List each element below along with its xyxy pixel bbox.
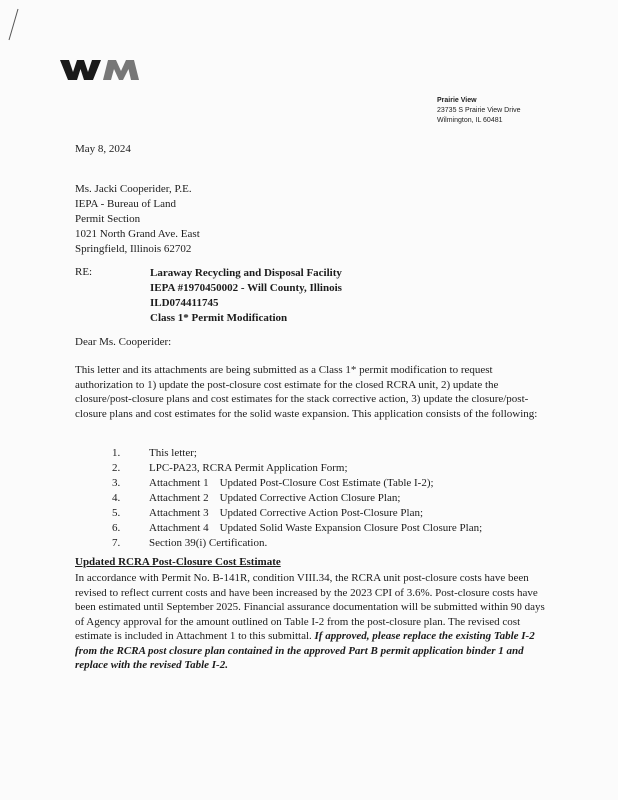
enclosure-number: 6.	[112, 522, 121, 534]
facility-address	[437, 96, 521, 126]
enclosure-text: Attachment 4 Updated Solid Waste Expansion Closure Post Closure Plan;	[149, 522, 483, 534]
enclosure-item	[112, 476, 482, 491]
enclosure-text: Section 39(i) Certification.	[149, 537, 268, 549]
re-line: ILD074411745	[150, 297, 219, 309]
section-paragraph	[75, 571, 545, 673]
address-line: 23735 S Prairie View Drive	[437, 107, 521, 114]
enclosure-number: 5.	[112, 507, 121, 519]
intro-paragraph: This letter and its attachments are being submitted as a Class 1* permit modification to request authorization to 1) update the post-closure cost estimate for the closed RCRA unit, 2) update the closure/post-closure plans and cost estimates for the stack corrective action, 3) update the closure/post-closure plans and cost estimates for the solid waste expansion. This application consists of the following:	[75, 364, 538, 420]
recipient-block	[75, 182, 200, 257]
address-line: Prairie View	[437, 97, 477, 104]
recipient-line: 1021 North Grand Ave. East	[75, 228, 200, 240]
enclosure-text: Attachment 3 Updated Corrective Action Post-Closure Plan;	[149, 507, 424, 519]
enclosure-text: This letter;	[149, 447, 197, 459]
enclosure-item	[112, 446, 482, 461]
enclosure-number: 1.	[112, 447, 121, 459]
section-body: In accordance with Permit No. B-141R, condition VIII.34, the RCRA unit post-closure costs have been revised to reflect current costs and have been increased by the 2023 CPI of 3.6%. Post-closure costs have been estimated until September 2025. Financial assurance documentation will be submitted within 90 days of Agency approval for the amount outlined on Table I-2 from the post-closure plan. The revised cost estimate is included in Attachment 1 to this submittal.	[75, 572, 545, 642]
enclosure-text: LPC-PA23, RCRA Permit Application Form;	[149, 462, 348, 474]
enclosure-number: 3.	[112, 477, 121, 489]
re-line: Class 1* Permit Modification	[150, 312, 288, 324]
address-line: Wilmington, IL 60481	[437, 117, 503, 124]
scan-mark	[6, 8, 20, 42]
enclosure-item	[112, 536, 482, 551]
recipient-line: Springfield, Illinois 62702	[75, 243, 192, 255]
re-block	[150, 266, 342, 326]
recipient-line: Permit Section	[75, 213, 141, 225]
enclosure-number: 7.	[112, 537, 121, 549]
recipient-line: IEPA - Bureau of Land	[75, 198, 177, 210]
salutation: Dear Ms. Cooperider:	[75, 336, 172, 348]
enclosure-item	[112, 461, 482, 476]
wm-logo	[60, 58, 142, 82]
letter-date: May 8, 2024	[75, 143, 131, 155]
re-line: IEPA #1970450002 - Will County, Illinois	[150, 282, 342, 294]
section-heading: Updated RCRA Post-Closure Cost Estimate	[75, 556, 281, 568]
enclosure-item	[112, 491, 482, 506]
enclosure-number: 4.	[112, 492, 121, 504]
enclosure-item	[112, 506, 482, 521]
re-label: RE:	[75, 266, 93, 278]
recipient-line: Ms. Jacki Cooperider, P.E.	[75, 183, 192, 195]
section-emphasis: If approved, please replace the existing Table I-2 from the RCRA post closure plan contained in the approved Part B permit application binder 1 and replace with the revised Table I-2.	[75, 630, 535, 671]
enclosure-item	[112, 521, 482, 536]
enclosure-text: Attachment 2 Updated Corrective Action Closure Plan;	[149, 492, 401, 504]
enclosure-number: 2.	[112, 462, 121, 474]
enclosure-text: Attachment 1 Updated Post-Closure Cost Estimate (Table I-2);	[149, 477, 434, 489]
re-line: Laraway Recycling and Disposal Facility	[150, 267, 342, 279]
enclosure-list	[112, 446, 482, 551]
